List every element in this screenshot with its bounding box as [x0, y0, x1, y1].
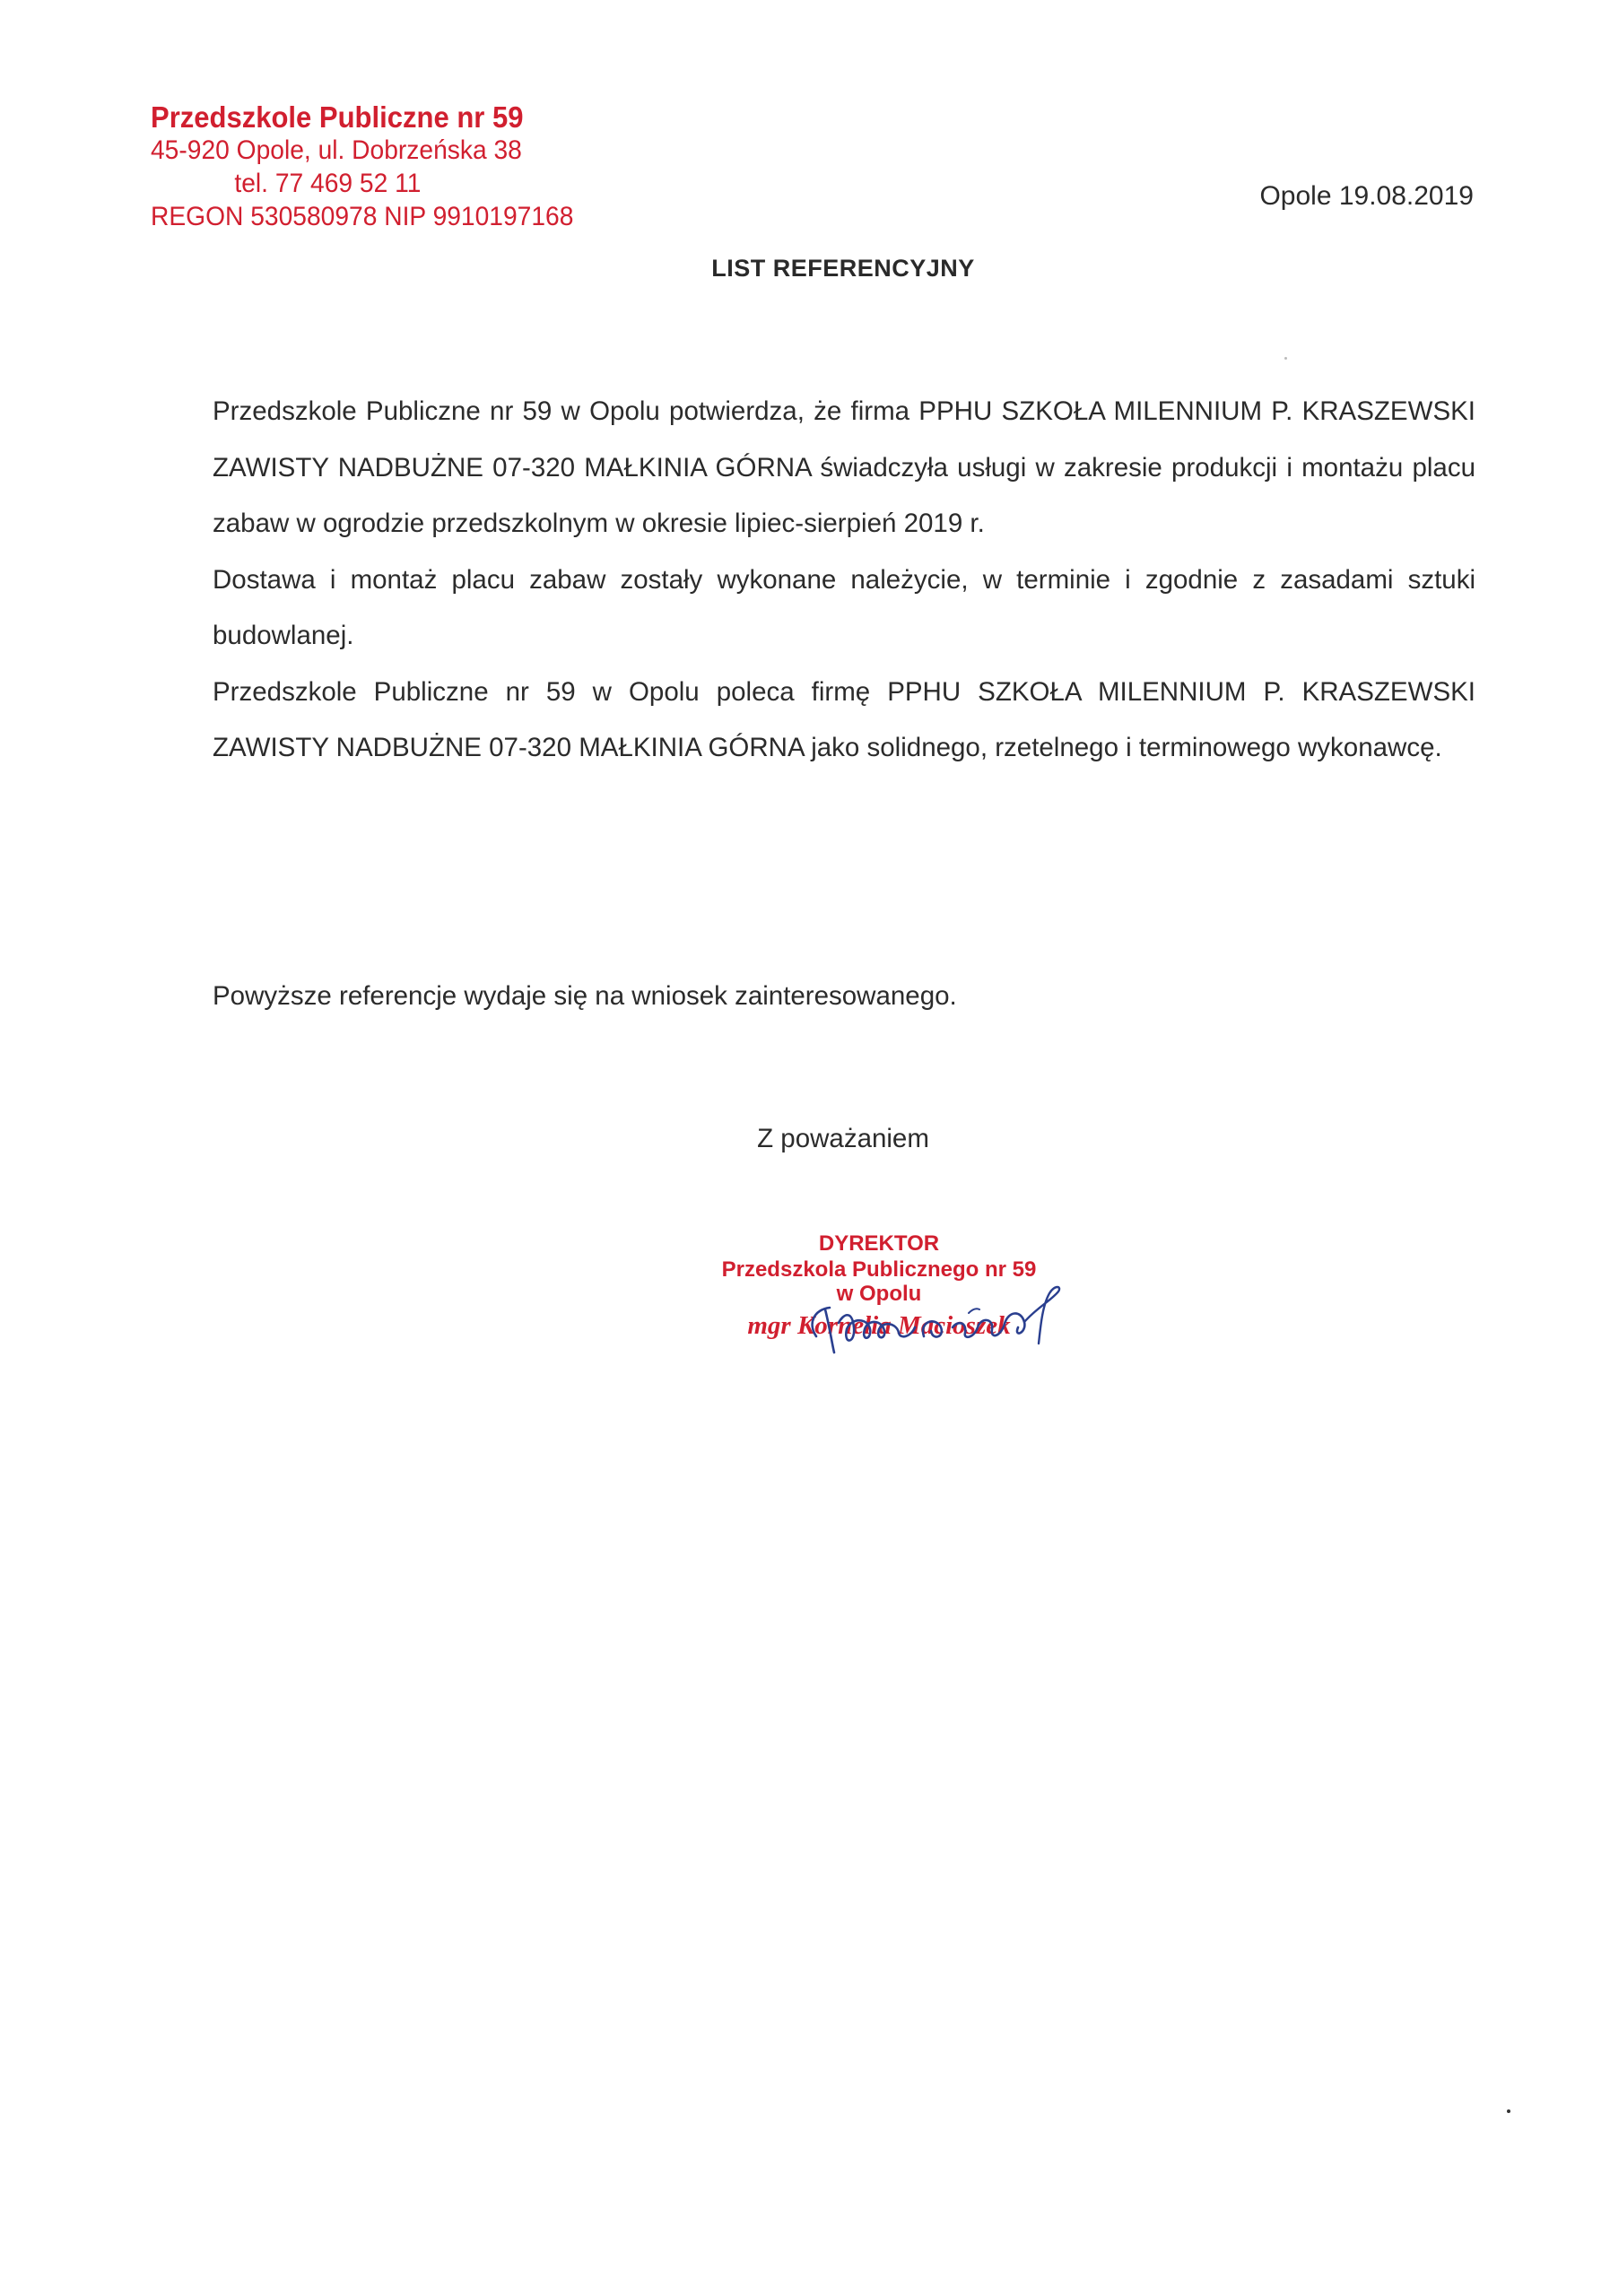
scan-speck [1284, 357, 1287, 360]
institution-phone: tel. 77 469 52 11 [234, 169, 422, 198]
document-title: LIST REFERENCYJNY [711, 255, 975, 282]
letter-body [213, 384, 1475, 777]
director-city: w Opolu [836, 1282, 922, 1306]
institution-registry: REGON 530580978 NIP 9910197168 [151, 202, 574, 231]
institution-header-stamp [151, 100, 574, 233]
closing-note: Powyższe referencje wydaje się na wniosek zainteresowanego. [213, 981, 957, 1011]
document-date: Opole 19.08.2019 [1259, 181, 1474, 211]
institution-address: 45-920 Opole, ul. Dobrzeńska 38 [151, 135, 522, 165]
paragraph-recommendation: Przedszkole Publiczne nr 59 w Opolu poleca firmę PPHU SZKOŁA MILENNIUM P. KRASZEWSKI ZAWISTY NADBUŻNE 07-320 MAŁKINIA GÓRNA jako solidnego, rzetelnego i terminowego wykonawcę. [213, 676, 1475, 762]
scan-speck [1507, 2109, 1510, 2113]
institution-name: Przedszkole Publiczne nr 59 [151, 100, 524, 134]
director-organization: Przedszkola Publicznego nr 59 [721, 1257, 1037, 1282]
regards: Z poważaniem [757, 1124, 929, 1153]
handwritten-signature [789, 1274, 1094, 1372]
director-role: DYREKTOR [818, 1231, 940, 1256]
director-name: mgr Kornelia Macioszek [747, 1311, 1011, 1340]
paragraph-quality: Dostawa i montaż placu zabaw zostały wykonane należycie, w terminie i zgodnie z zasadami sztuki budowlanej. [213, 564, 1475, 650]
paragraph-confirmation: Przedszkole Publiczne nr 59 w Opolu potwierdza, że firma PPHU SZKOŁA MILENNIUM P. KRASZEWSKI ZAWISTY NADBUŻNE 07-320 MAŁKINIA GÓRNA świadczyła usługi w zakresie produkcji i montażu placu zabaw w ogrodzie przedszkolnym w okresie lipiec-sierpień 2019 r. [213, 396, 1475, 538]
